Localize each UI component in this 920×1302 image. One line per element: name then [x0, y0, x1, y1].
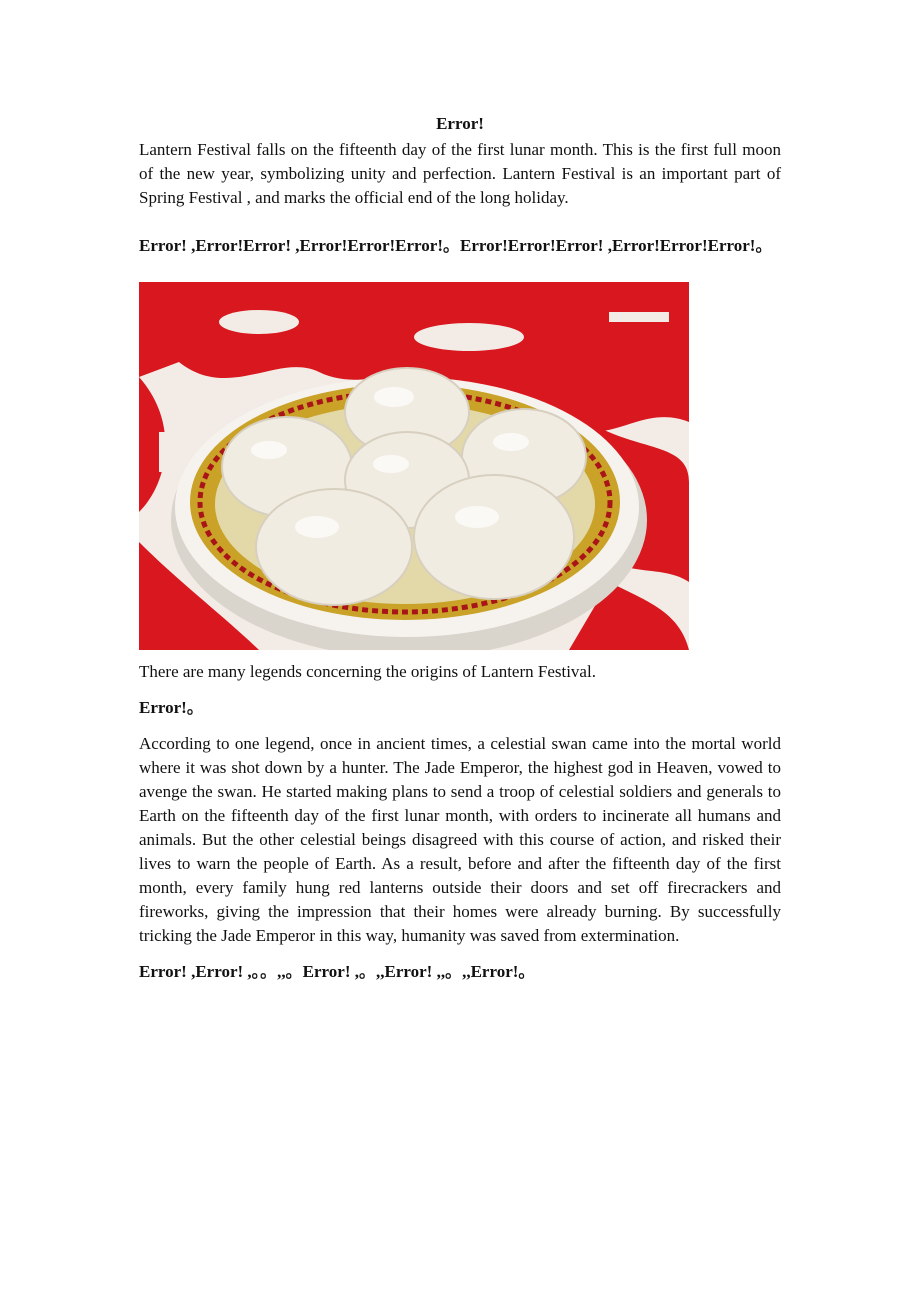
- document-title: Error!: [436, 114, 484, 133]
- legends-intro: There are many legends concerning the origins of Lantern Festival.: [139, 662, 596, 681]
- legend-paragraph: According to one legend, once in ancient times, a celestial swan came into the mortal world where it was shot down by a hunter. The Jade Emperor, the highest god in Heaven, vowed to avenge the swan. He started making plans to send a troop of celestial soldiers and generals to Earth on the fifteenth day of the first lunar month, with orders to incinerate all humans and animals. But the other celestial beings disagreed with this course of action, and risked their lives to warn the people of Earth. As a result, before and after the fifteenth day of the first month, every family hung red lanterns outside their doors and set off firecrackers and fireworks, giving the impression that their homes were already burning. By successfully tricking the Jade Emperor in this way, humanity was saved from extermination.: [139, 734, 781, 945]
- error-line-2: Error!。: [139, 698, 204, 717]
- document-page: [139, 112, 781, 984]
- error-line-3: Error! ,Error! ,。。,,。Error! ,。,,Error! ,,。,,Error!。: [139, 962, 536, 981]
- tangyuan-photo: [139, 282, 689, 650]
- intro-paragraph: Lantern Festival falls on the fifteenth day of the first lunar month. This is the first full moon of the new year, symbolizing unity and perfection. Lantern Festival is an important part of Spring Festival , and marks the official end of the long holiday.: [139, 140, 781, 207]
- tangyuan-bowl-icon: [139, 282, 689, 650]
- error-line-1: Error! ,Error!Error! ,Error!Error!Error!。Error!Error!Error! ,Error!Error!Error!。: [139, 236, 773, 255]
